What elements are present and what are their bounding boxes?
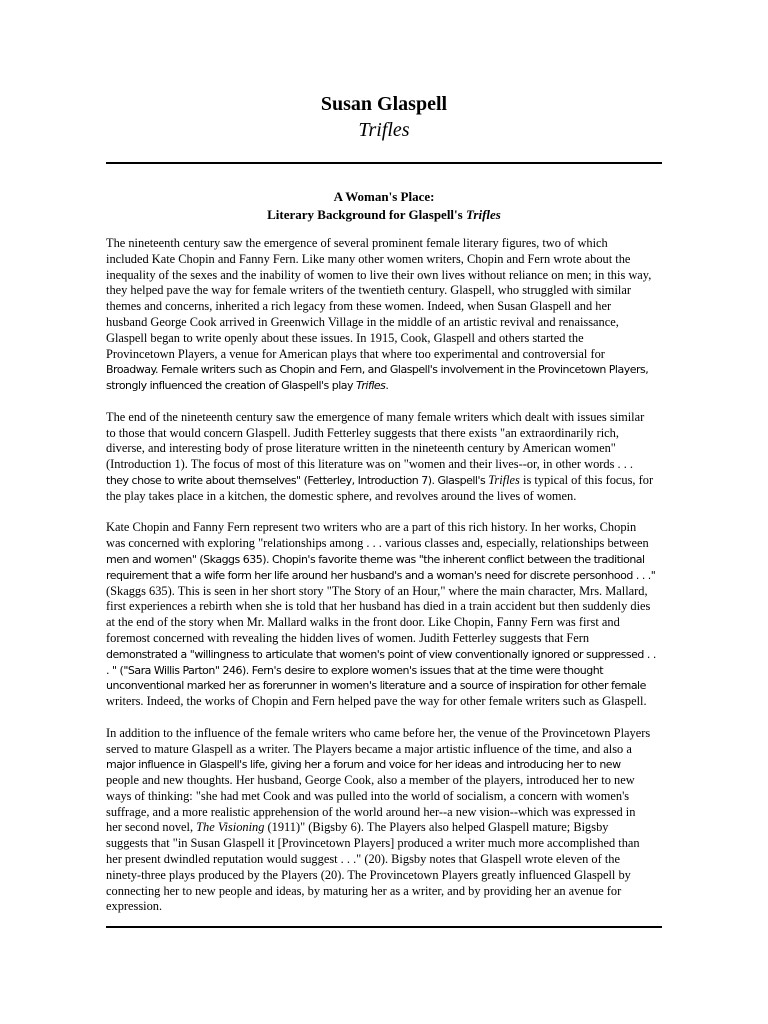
section-heading-line2: Literary Background for Glaspell's Trifles bbox=[267, 207, 501, 222]
section-heading-line1: A Woman's Place: bbox=[333, 189, 435, 204]
section-heading bbox=[0, 188, 768, 224]
paragraph-4: In addition to the influence of the female writers who came before her, the venue of the Provincetown Players served to mature Glaspell as a writer. The Players became a major artistic influence of the time, and also a major influence in Glaspell's life, giving her a forum and voice for her ideas and introducing her to new people and new thoughts. Her husband, George Cook, also a member of the players, introduced her to new ways of thinking: "she had met Cook and was pulled into the world of socialism, a concern with women's suffrage, and a more realistic apprehension of the world around her--a new vision--which was expressed in her second novel, The Visioning (1911)" (Bigsby 6). The Players also helped Glaspell mature; Bigsby suggests that "in Susan Glaspell it [Provincetown Players] produced a writer much more accomplished than her present dwindled reputation would suggest . . ." (20). Bigsby notes that Glaspell wrote eleven of the ninety-three plays produced by the Players (20). The Provincetown Players greatly influenced Glaspell by connecting her to new people and ideas, by maturing her as a writer, and by providing her an avenue for expression. bbox=[106, 725, 651, 914]
bottom-divider bbox=[106, 926, 662, 928]
author-name: Susan Glaspell bbox=[320, 93, 448, 115]
work-title: Trifles bbox=[358, 119, 410, 141]
paragraph-2: The end of the nineteenth century saw the emergence of many female writers which dealt with issues similar to those that would concern Glaspell. Judith Fetterley suggests that there exists "an extraordinarily rich, diverse, and interesting body of prose literature written in the nineteenth century by American women" (Introduction 1). The focus of most of this literature was on "women and their lives--or, in other words . . . they chose to write about themselves" (Fetterley, Introduction 7). Glaspell's Trifles is typical of this focus, for the play takes place in a kitchen, the domestic sphere, and revolves around the lives of women. bbox=[106, 409, 654, 503]
top-divider bbox=[106, 162, 662, 164]
article-body bbox=[106, 236, 666, 931]
paragraph-1: The nineteenth century saw the emergence of several prominent female literary figures, two of which included Kate Chopin and Fanny Fern. Like many other women writers, Chopin and Fern wrote about the inequality of the sexes and the inability of women to live their own lives without reliance on men; in this way, they helped pave the way for female writers of the twentieth century. Glaspell, who struggled with similar themes and concerns, inherited a rich legacy from these women. Indeed, when Susan Glaspell and her husband George Cook arrived in Greenwich Village in the middle of an artistic revival and renaissance, Glaspell began to write openly about these issues. In 1915, Cook, Glaspell and others started the Provincetown Players, a venue for American plays that where too experimental and controversial for Broadway. Female writers such as Chopin and Fern, and Glaspell's involvement in the Provincetown Players, strongly influenced the creation of Glaspell's play Trifles. bbox=[106, 236, 652, 393]
paragraph-3: Kate Chopin and Fanny Fern represent two writers who are a part of this rich history. In her works, Chopin was concerned with exploring "relationships among . . . various classes and, especially, relationships between men and women" (Skaggs 635). Chopin's favorite theme was "the inherent conflict between the traditional requirement that a wife form her life around her husband's and a woman's need for discrete personhood . . ." (Skaggs 635). This is seen in her short story "The Story of an Hour," where the main character, Mrs. Mallard, first experiences a rebirth when she is told that her husband has died in a train accident but then suddenly dies at the end of the story when Mr. Mallard walks in the front door. Like Chopin, Fanny Fern was first and foremost concerned with revealing the hidden lives of women. Judith Fetterley suggests that Fern demonstrated a "willingness to articulate that women's point of view conventionally ignored or suppressed . . . " ("Sara Willis Parton" 246). Fern's desire to explore women's issues that at the time were thought unconventional marked her as forerunner in women's literature and a source of inspiration for other female writers. Indeed, the works of Chopin and Fern helped pave the way for other female writers such as Glaspell. bbox=[106, 520, 656, 709]
